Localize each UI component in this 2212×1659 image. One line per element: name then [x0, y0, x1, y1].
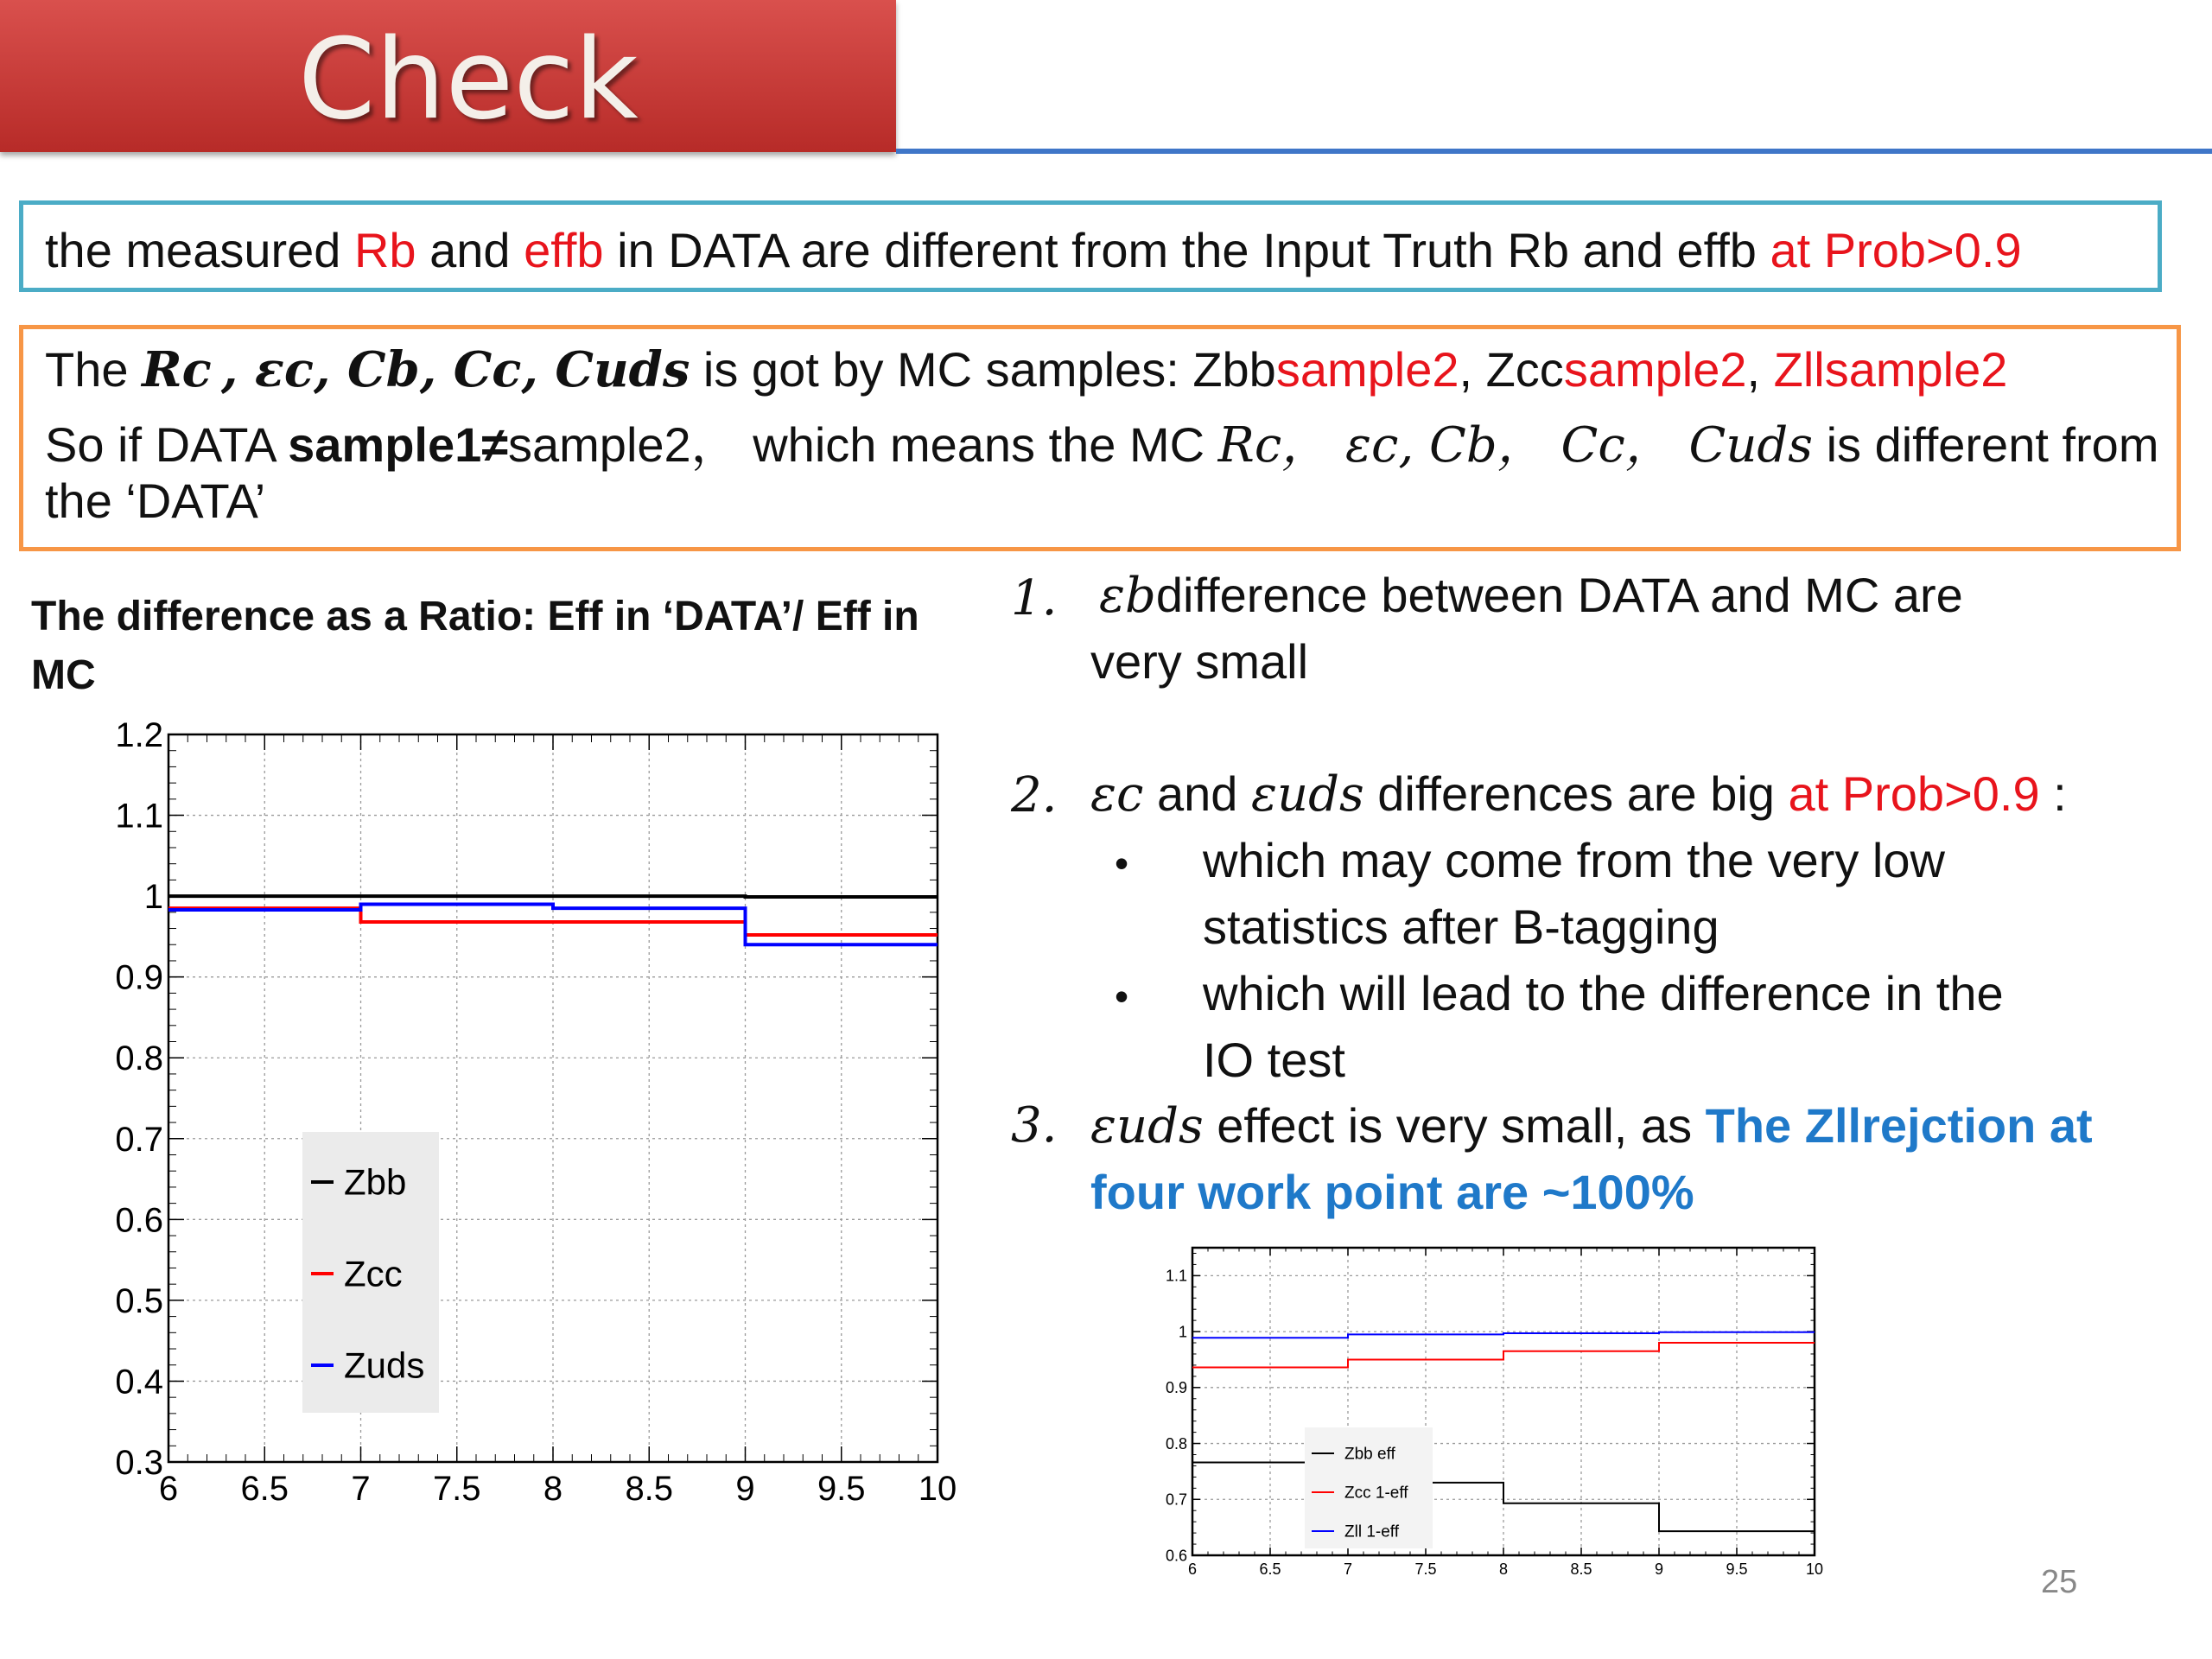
math-symbol: εuds [1090, 1098, 1204, 1154]
y-tick-label: 1.2 [115, 717, 163, 754]
point-number-1: 1. [1011, 570, 1058, 626]
math-symbols: Rc , εc, Cb, Cc, Cuds [142, 341, 690, 398]
y-tick-label: 1 [143, 878, 163, 917]
text: and [1143, 766, 1251, 821]
y-tick-label: 0.5 [115, 1281, 163, 1320]
x-tick-label: 8 [1498, 1560, 1509, 1578]
x-tick-label: 7.5 [432, 1470, 481, 1508]
text: : [2039, 766, 2067, 821]
text-bold: sample1≠ [288, 417, 508, 472]
text: , [1746, 342, 1774, 397]
text: effect is very small, as [1203, 1098, 1706, 1153]
x-tick-label: 7 [1343, 1560, 1353, 1578]
y-tick-label: 0.8 [1165, 1434, 1187, 1452]
x-tick-label: 10 [918, 1470, 957, 1508]
legend-label: Zbb eff [1344, 1445, 1395, 1464]
x-tick-label: 7.5 [1414, 1560, 1437, 1578]
x-tick-label: 6.5 [1259, 1560, 1281, 1578]
y-tick-label: 0.3 [115, 1444, 163, 1482]
x-tick-label: 8.5 [625, 1470, 674, 1508]
x-tick-label: 7 [351, 1470, 371, 1508]
bullet-icon: • [1115, 974, 1129, 1019]
point-number-3: 3. [1011, 1097, 1058, 1154]
legend-label: Zcc 1-eff [1344, 1484, 1408, 1503]
text: So if DATA [45, 417, 289, 472]
legend-label: Zbb [344, 1161, 407, 1203]
text: difference between DATA and MC are [1155, 568, 1963, 622]
text-red: at Prob>0.9 [1788, 766, 2040, 821]
text-blue: The Zllrejction at [1705, 1098, 2093, 1153]
x-tick-label: 6 [158, 1470, 179, 1508]
x-tick-label: 6.5 [240, 1470, 289, 1508]
series-line-zbb [168, 896, 938, 897]
bullet-1-line-2: statistics after B-tagging [1203, 899, 1719, 954]
bullet-2-line-2: IO test [1203, 1033, 1345, 1087]
y-tick-label: 0.6 [115, 1201, 163, 1240]
point-1-line-1 [1099, 567, 1963, 624]
point-2-line-1 [1090, 766, 2067, 823]
point-number-2: 2. [1011, 767, 1058, 823]
explanation-box [19, 325, 2181, 551]
point-1-line-2: very small [1090, 634, 1309, 689]
explanation-line-1 [45, 341, 2007, 398]
title-banner [0, 0, 896, 152]
sample-label: Zllsample2 [1773, 342, 2008, 397]
ratio-chart [86, 717, 1037, 1512]
text: The [45, 342, 143, 397]
math-symbol: εb [1099, 568, 1156, 624]
statement-effb: effb [524, 223, 604, 277]
x-tick-label: 9.5 [817, 1470, 866, 1508]
sample-label: sample2 [1563, 342, 1747, 397]
statement-text [45, 222, 2022, 278]
title-underline [896, 149, 2212, 154]
x-tick-label: 10 [1805, 1560, 1824, 1578]
x-tick-label: 8 [543, 1470, 563, 1508]
y-tick-label: 0.8 [115, 1039, 163, 1078]
point-3-line-1 [1090, 1097, 2093, 1154]
chart-caption: The difference as a Ratio: Eff in ‘DATA’/ Eff in MC [31, 594, 919, 698]
statement-prob: at Prob>0.9 [1770, 223, 2022, 277]
statement-part: in DATA are different from the Input Truth Rb and effb [603, 223, 1770, 277]
sample-label: sample2 [1275, 342, 1459, 397]
y-tick-label: 0.9 [1165, 1379, 1187, 1397]
text: is got by MC samples: Zbb [690, 342, 1276, 397]
bullet-1-line-1: which may come from the very low [1203, 833, 1945, 887]
x-tick-label: 8.5 [1570, 1560, 1592, 1578]
statement-box [19, 200, 2162, 292]
explanation-line-3: the ‘DATA’ [45, 474, 266, 528]
math-symbol: εc [1090, 766, 1144, 823]
x-tick-label: 9 [1654, 1560, 1664, 1578]
y-tick-label: 1 [1178, 1323, 1187, 1341]
statement-rb: Rb [353, 223, 416, 277]
y-tick-label: 0.9 [115, 958, 163, 997]
page-number: 25 [2041, 1564, 2078, 1600]
math-symbols: Rc， εc, Cb， Cc， Cuds [1217, 417, 1814, 474]
text: differences are big [1363, 766, 1789, 821]
explanation-line-2 [45, 407, 2158, 476]
y-tick-label: 0.4 [115, 1363, 163, 1402]
text: sample2， which means the MC [508, 417, 1218, 472]
y-tick-label: 1.1 [1165, 1267, 1187, 1285]
bullet-icon: • [1115, 841, 1129, 886]
y-tick-label: 0.7 [1165, 1491, 1187, 1509]
bullet-2-line-1: which will lead to the difference in the [1203, 966, 2004, 1020]
x-tick-label: 6 [1187, 1560, 1198, 1578]
text: is different from [1813, 417, 2159, 472]
x-tick-label: 9 [735, 1470, 755, 1508]
slide-title: Check [298, 16, 639, 144]
statement-part: the measured [45, 223, 354, 277]
legend-label: Zcc [344, 1253, 403, 1294]
point-3-line-2: four work point are ~100% [1090, 1165, 1694, 1219]
statement-part: and [416, 223, 524, 277]
text: , Zcc [1459, 342, 1564, 397]
y-tick-label: 0.6 [1165, 1547, 1187, 1565]
efficiency-chart [1141, 1236, 1849, 1581]
y-tick-label: 0.7 [115, 1120, 163, 1159]
x-tick-label: 9.5 [1726, 1560, 1748, 1578]
legend-label: Zuds [344, 1344, 425, 1386]
legend-label: Zll 1-eff [1344, 1522, 1400, 1541]
math-symbol: εuds [1250, 766, 1364, 823]
y-tick-label: 1.1 [115, 797, 163, 836]
